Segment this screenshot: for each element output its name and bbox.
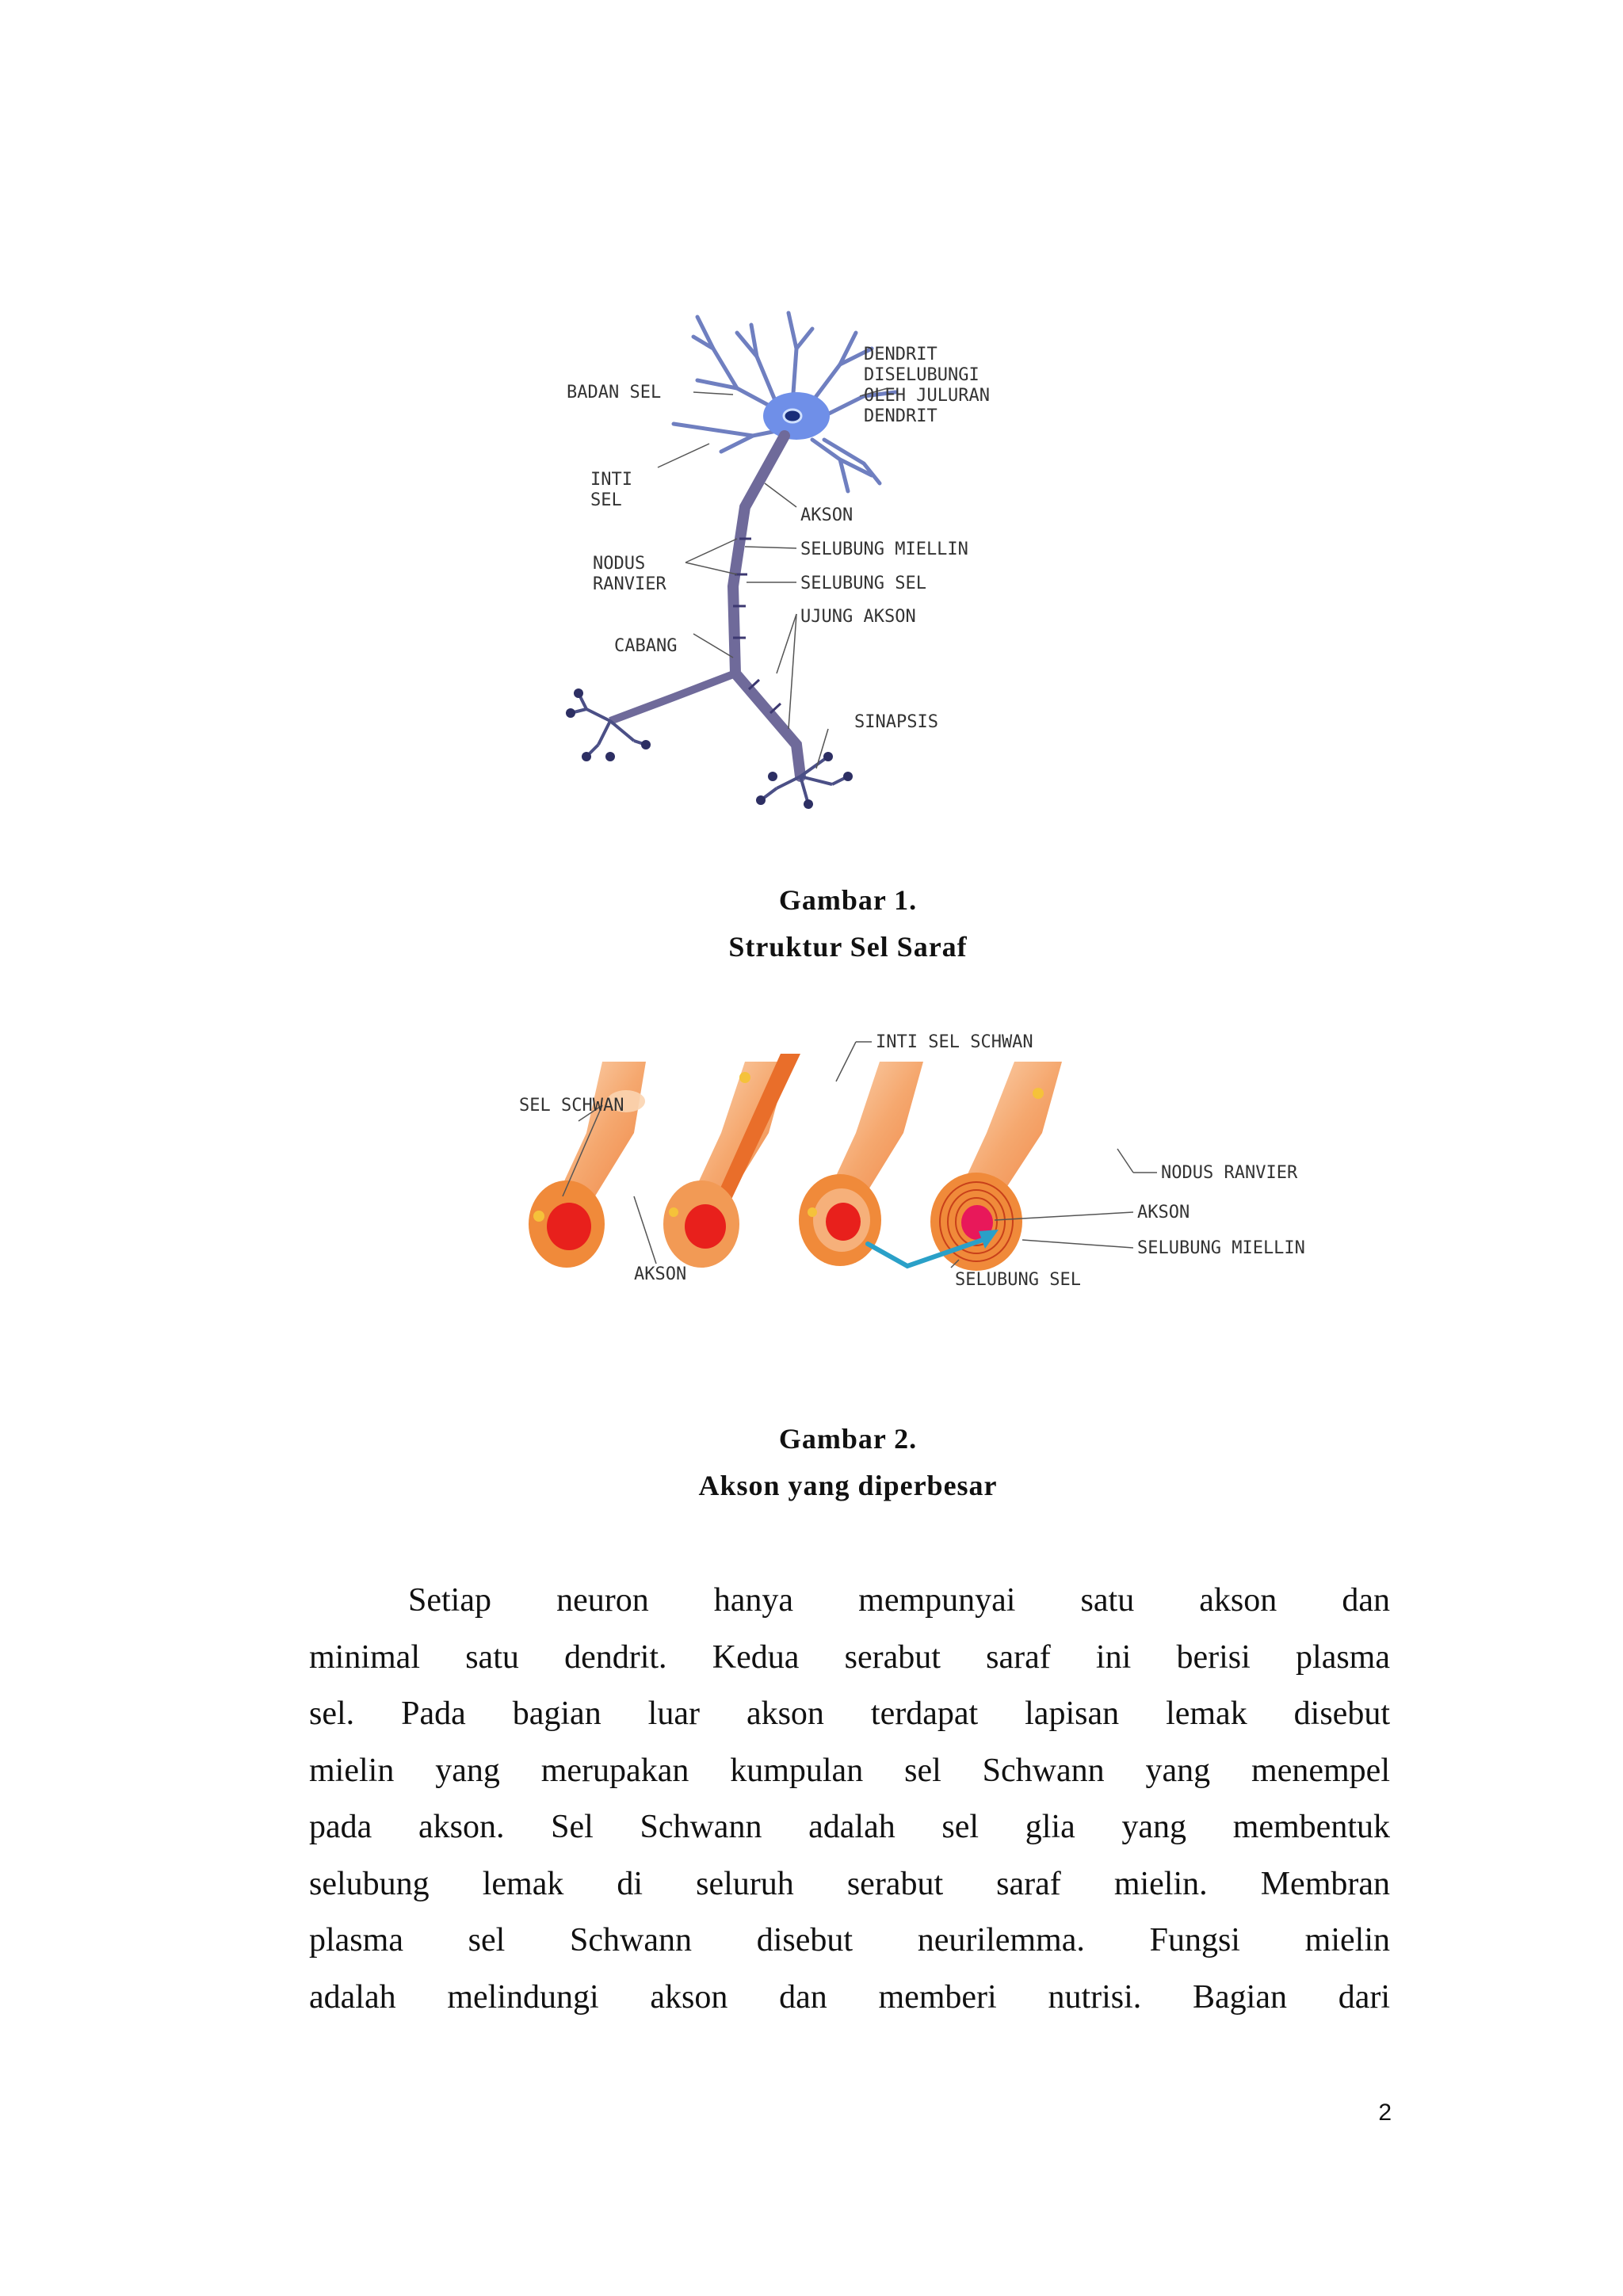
page-number: 2 xyxy=(1378,2100,1392,2126)
label-sel-schwan: SEL SCHWAN xyxy=(519,1096,624,1116)
label-selubung-sel: SELUBUNG SEL xyxy=(800,574,926,593)
cell-nucleus xyxy=(784,410,801,422)
figure2-caption-title: Akson yang diperbesar xyxy=(698,1470,998,1501)
label-sinapsis: SINAPSIS xyxy=(854,712,938,732)
label-cabang: CABANG xyxy=(614,636,678,656)
paragraph-line: Setiap neuron hanya mempunyai satu akson dan xyxy=(408,1582,1390,1619)
label-selubung-sel: SELUBUNG SEL xyxy=(955,1270,1081,1290)
label-badan-sel: BADAN SEL xyxy=(567,383,662,402)
body-paragraph xyxy=(309,1573,1390,2026)
label-dendrit-line3: OLEH JULURAN xyxy=(864,386,990,406)
label-selubung-miellin: SELUBUNG MIELLIN xyxy=(800,540,968,559)
label-ujung-akson: UJUNG AKSON xyxy=(800,607,916,627)
figure1-caption-number: Gambar 1. xyxy=(778,884,918,916)
figure2-caption-number: Gambar 2. xyxy=(778,1423,918,1455)
neuron-diagram xyxy=(555,301,1109,816)
label-nodus-line1: NODUS xyxy=(593,554,646,574)
paragraph-line: selubung lemak di seluruh serabut saraf mielin. Membran xyxy=(309,1865,1390,1902)
paragraph-line: plasma sel Schwann disebut neurilemma. Fungsi mielin xyxy=(309,1922,1390,1958)
figure1-caption-title: Struktur Sel Saraf xyxy=(728,931,968,963)
paragraph-line: sel. Pada bagian luar akson terdapat lapisan lemak disebut xyxy=(309,1695,1390,1732)
paragraph-line: minimal satu dendrit. Kedua serabut saraf ini berisi plasma xyxy=(309,1638,1390,1676)
label-dendrit-line1: DENDRIT xyxy=(864,345,938,364)
label-akson-left: AKSON xyxy=(634,1264,687,1284)
label-dendrit-line2: DISELUBUNGI xyxy=(864,365,980,385)
label-dendrit-line4: DENDRIT xyxy=(864,406,938,426)
paragraph-line: pada akson. Sel Schwann adalah sel glia yang membentuk xyxy=(309,1809,1390,1845)
label-nodus-ranvier: NODUS RANVIER xyxy=(1161,1163,1298,1183)
label-inti-line1: INTI xyxy=(590,470,632,490)
label-akson: AKSON xyxy=(800,505,854,525)
label-inti-sel-schwan: INTI SEL SCHWAN xyxy=(876,1032,1033,1052)
label-akson-right: AKSON xyxy=(1137,1203,1190,1222)
label-selubung-miellin: SELUBUNG MIELLIN xyxy=(1137,1238,1305,1258)
label-inti-line2: SEL xyxy=(590,490,622,510)
axon-diagram xyxy=(507,1022,1347,1307)
paragraph-line: mielin yang merupakan kumpulan sel Schwann yang menempel xyxy=(309,1752,1390,1789)
paragraph-line: adalah melindungi akson dan memberi nutrisi. Bagian dari xyxy=(309,1978,1390,2016)
label-nodus-line2: RANVIER xyxy=(593,574,666,594)
